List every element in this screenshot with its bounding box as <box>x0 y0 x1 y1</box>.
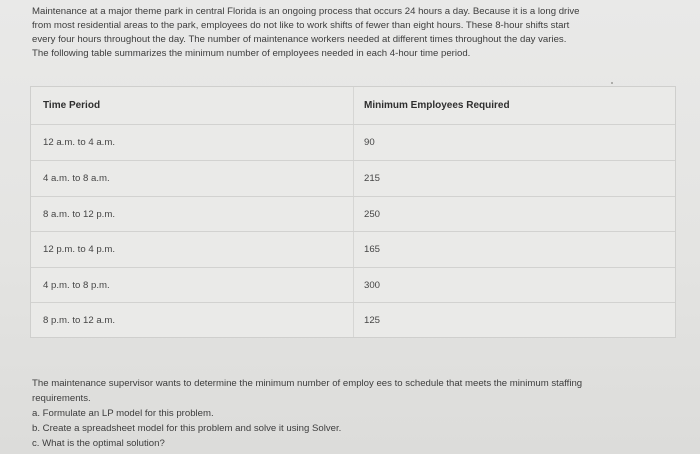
table-row <box>31 161 675 197</box>
intro-line: The following table summarizes the minimum number of employees needed in each 4-hour time period. <box>32 48 471 59</box>
cell-time-period: 12 a.m. to 4 a.m. <box>43 137 115 148</box>
table-row <box>31 268 675 303</box>
cell-time-period: 4 a.m. to 8 a.m. <box>43 173 110 184</box>
cell-minimum-employees: 300 <box>364 279 381 291</box>
problem-intro <box>32 5 672 61</box>
stray-mark <box>611 82 613 84</box>
table-row <box>31 197 675 232</box>
question-b: b. Create a spreadsheet model for this problem and solve it using Solver. <box>32 423 342 434</box>
cell-time-period: 4 p.m. to 8 p.m. <box>43 279 110 291</box>
intro-line: every four hours throughout the day. The number of maintenance workers needed at different times throughout the day varies. <box>32 34 567 45</box>
table-row <box>31 303 675 337</box>
question-text: The maintenance supervisor wants to determine the minimum number of employ ees to schedule that meets the minimum staffing <box>32 378 583 389</box>
cell-time-period: 8 p.m. to 12 a.m. <box>43 314 115 326</box>
intro-line: from most residential areas to the park, employees do not like to work shifts of fewer than eight hours. These 8-hour shifts start <box>32 20 570 31</box>
header-minimum-employees: Minimum Employees Required <box>364 100 510 111</box>
table-row <box>31 232 675 268</box>
staffing-table <box>30 86 676 338</box>
cell-time-period: 8 a.m. to 12 p.m. <box>43 208 115 220</box>
table-row <box>31 125 675 161</box>
cell-minimum-employees: 90 <box>364 137 375 148</box>
question-c: c. What is the optimal solution? <box>32 438 165 449</box>
problem-questions <box>32 376 682 451</box>
question-a: a. Formulate an LP model for this problem. <box>32 408 214 419</box>
cell-minimum-employees: 165 <box>364 244 381 255</box>
cell-minimum-employees: 215 <box>364 173 381 184</box>
intro-line: Maintenance at a major theme park in central Florida is an ongoing process that occurs 24 hours a day. Because it is a long drive <box>32 6 580 17</box>
cell-minimum-employees: 125 <box>364 314 381 326</box>
cell-time-period: 12 p.m. to 4 p.m. <box>43 244 115 255</box>
header-time-period: Time Period <box>43 100 101 111</box>
table-header-row <box>31 87 675 125</box>
question-text: requirements. <box>32 393 91 404</box>
cell-minimum-employees: 250 <box>364 208 381 220</box>
